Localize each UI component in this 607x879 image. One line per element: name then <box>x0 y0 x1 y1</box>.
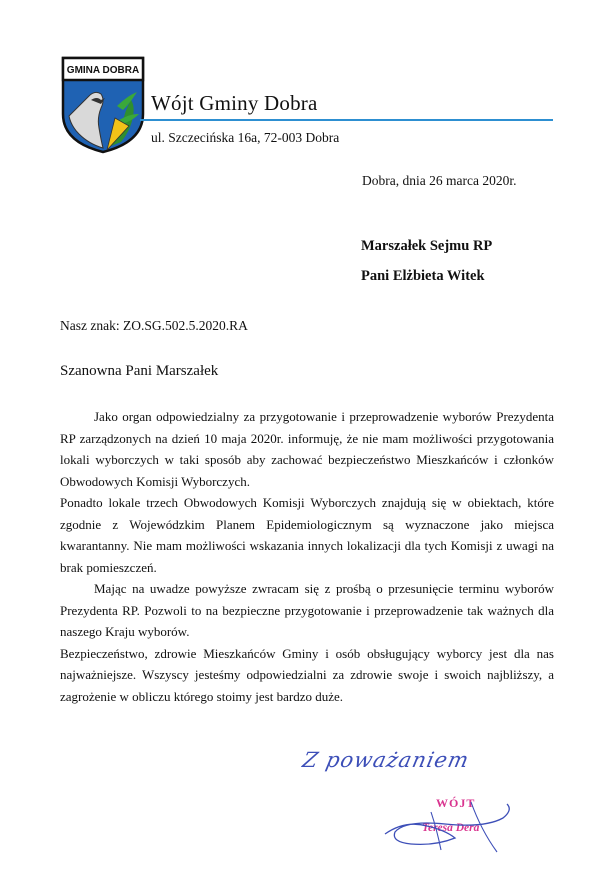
letter-body <box>60 406 554 707</box>
handwritten-signature <box>375 790 525 860</box>
body-paragraph: Bezpieczeństwo, zdrowie Mieszkańców Gminy i osób obsługujący wyborcy jest dla nas najważniejsze. Wszyscy jesteśmy odpowiedzialni za zdrowie swoje i swoich najbliższy, a zagrożenie w obliczu którego stoimy jest bardzo duże. <box>60 645 554 704</box>
gmina-crest-logo <box>61 56 145 154</box>
body-paragraph: Jako organ odpowiedzialny za przygotowanie i przeprowadzenie wyborów Prezydenta RP zarządzonych na dzień 10 maja 2020r. informuję, że nie mam możliwości przygotowania lokali wyborczych w taki sposób aby zachować bezpieczeństwo Mieszkańców i członków Obwodowych Komisji Wyborczych. <box>60 409 554 489</box>
stamp-title: WÓJT <box>436 796 476 810</box>
svg-text:GMINA DOBRA: GMINA DOBRA <box>66 65 140 76</box>
org-title: Wójt Gminy Dobra <box>151 91 318 115</box>
salutation: Szanowna Pani Marszałek <box>60 363 219 379</box>
reference-number: Nasz znak: ZO.SG.502.5.2020.RA <box>60 318 248 333</box>
org-address: ul. Szczecińska 16a, 72-003 Dobra <box>151 130 340 145</box>
date-line: Dobra, dnia 26 marca 2020r. <box>362 173 517 188</box>
addressee-line-2: Pani Elżbieta Witek <box>361 268 485 284</box>
stamp-name: Teresa Dera <box>422 822 480 834</box>
header-rule <box>140 119 553 121</box>
addressee-line-1: Marszałek Sejmu RP <box>361 238 493 254</box>
body-paragraph: Ponadto lokale trzech Obwodowych Komisji Wyborczych znajdują się w obiektach, które zgodnie z Wojewódzkim Planem Epidemiologicznym są wyznaczone jako miejsca kwarantanny. Nie mam możliwości wskazania innych lokalizacji dla tych Komisji z uwagi na brak pomieszczeń. <box>60 495 554 575</box>
body-paragraph: Mając na uwadze powyższe zwracam się z prośbą o przesunięcie terminu wyborów Prezydenta RP. Pozwoli to na bezpieczne przygotowanie i przeprowadzenie tak ważnych dla naszego Kraju wyborów. <box>60 581 554 639</box>
handwritten-closing: Z poważaniem <box>300 748 472 772</box>
